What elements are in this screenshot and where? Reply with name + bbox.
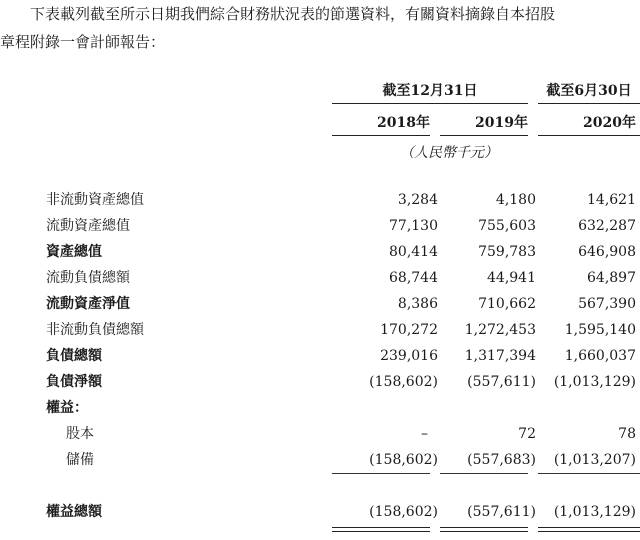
row-label: 權益總額 bbox=[46, 504, 102, 520]
header-group-dec31: 截至12月31日 bbox=[382, 83, 478, 99]
cell-2019: (557,611) bbox=[467, 374, 536, 390]
row-label: 負債總額 bbox=[46, 348, 102, 364]
row-label: 流動資產淨值 bbox=[46, 296, 130, 312]
total-rule-2a bbox=[440, 527, 528, 528]
cell-2018: 77,130 bbox=[389, 218, 438, 234]
cell-2020: (1,013,129) bbox=[553, 374, 636, 390]
total-rule-1b bbox=[332, 531, 430, 532]
total-rule-3b bbox=[538, 531, 640, 532]
cell-2019: 755,603 bbox=[478, 218, 536, 234]
table-row bbox=[0, 318, 640, 342]
header-year-2019: 2019年 bbox=[475, 115, 528, 131]
table-row bbox=[0, 370, 640, 394]
subtotal-rule-3 bbox=[538, 473, 640, 474]
header-year-rule-1 bbox=[332, 135, 430, 136]
table-row bbox=[0, 188, 640, 212]
row-label: 非流動負債總額 bbox=[46, 322, 144, 338]
cell-2020: 78 bbox=[618, 426, 636, 442]
total-rule-2b bbox=[440, 531, 528, 532]
header-group-rule-1 bbox=[332, 103, 528, 104]
cell-2020: 64,897 bbox=[587, 270, 636, 286]
cell-2018: 68,744 bbox=[389, 270, 438, 286]
table-row-total bbox=[0, 500, 640, 524]
table-row bbox=[0, 448, 640, 472]
intro-line-1: 下表載列截至所示日期我們綜合財務狀況表的節選資料，有關資料摘錄自本招股 bbox=[30, 5, 556, 23]
row-label: 儲備 bbox=[66, 452, 94, 468]
row-label: 資產總值 bbox=[46, 244, 102, 260]
intro-line-2: 章程附錄一會計師報告： bbox=[0, 33, 166, 51]
row-label: 股本 bbox=[66, 426, 94, 442]
table-row bbox=[0, 344, 640, 368]
cell-2019: 710,662 bbox=[478, 296, 536, 312]
cell-2018: – bbox=[421, 426, 428, 442]
cell-2020: 632,287 bbox=[578, 218, 636, 234]
cell-2018: (158,602) bbox=[369, 374, 438, 390]
cell-2020: (1,013,129) bbox=[553, 504, 636, 520]
subtotal-rule-2 bbox=[440, 473, 528, 474]
cell-2020: 567,390 bbox=[578, 296, 636, 312]
cell-2020: (1,013,207) bbox=[553, 452, 636, 468]
cell-2019: 1,317,394 bbox=[464, 348, 536, 364]
cell-2020: 1,660,037 bbox=[564, 348, 636, 364]
cell-2019: 72 bbox=[518, 426, 536, 442]
unit-label: （人民幣千元） bbox=[400, 145, 498, 161]
table-row bbox=[0, 422, 640, 446]
header-year-rule-3 bbox=[538, 135, 640, 136]
intro-paragraph bbox=[0, 0, 640, 56]
cell-2019: (557,683) bbox=[467, 452, 536, 468]
row-label: 非流動資產總值 bbox=[46, 192, 144, 208]
row-label: 權益： bbox=[46, 400, 88, 416]
table-row bbox=[0, 396, 640, 420]
cell-2019: 44,941 bbox=[487, 270, 536, 286]
total-rule-3a bbox=[538, 527, 640, 528]
cell-2018: (158,602) bbox=[369, 452, 438, 468]
cell-2019: 1,272,453 bbox=[464, 322, 536, 338]
header-year-rule-2 bbox=[440, 135, 528, 136]
table-row bbox=[0, 292, 640, 316]
cell-2019: 759,783 bbox=[478, 244, 536, 260]
cell-2018: 8,386 bbox=[397, 296, 438, 312]
subtotal-rule-1 bbox=[332, 473, 430, 474]
cell-2018: 239,016 bbox=[380, 348, 438, 364]
cell-2018: (158,602) bbox=[369, 504, 438, 520]
header-group-jun30: 截至6月30日 bbox=[546, 83, 632, 99]
table-row bbox=[0, 240, 640, 264]
header-group-rule-2 bbox=[538, 103, 640, 104]
cell-2019: 4,180 bbox=[495, 192, 536, 208]
cell-2020: 646,908 bbox=[578, 244, 636, 260]
table-row bbox=[0, 266, 640, 290]
row-label: 負債淨額 bbox=[46, 374, 102, 390]
cell-2019: (557,611) bbox=[467, 504, 536, 520]
cell-2018: 80,414 bbox=[389, 244, 438, 260]
row-label: 流動負債總額 bbox=[46, 270, 130, 286]
row-label: 流動資產總值 bbox=[46, 218, 130, 234]
header-year-2018: 2018年 bbox=[377, 115, 430, 131]
cell-2020: 1,595,140 bbox=[564, 322, 636, 338]
cell-2018: 3,284 bbox=[397, 192, 438, 208]
total-rule-1a bbox=[332, 527, 430, 528]
cell-2020: 14,621 bbox=[587, 192, 636, 208]
header-year-2020: 2020年 bbox=[583, 115, 636, 131]
table-row bbox=[0, 214, 640, 238]
cell-2018: 170,272 bbox=[380, 322, 438, 338]
